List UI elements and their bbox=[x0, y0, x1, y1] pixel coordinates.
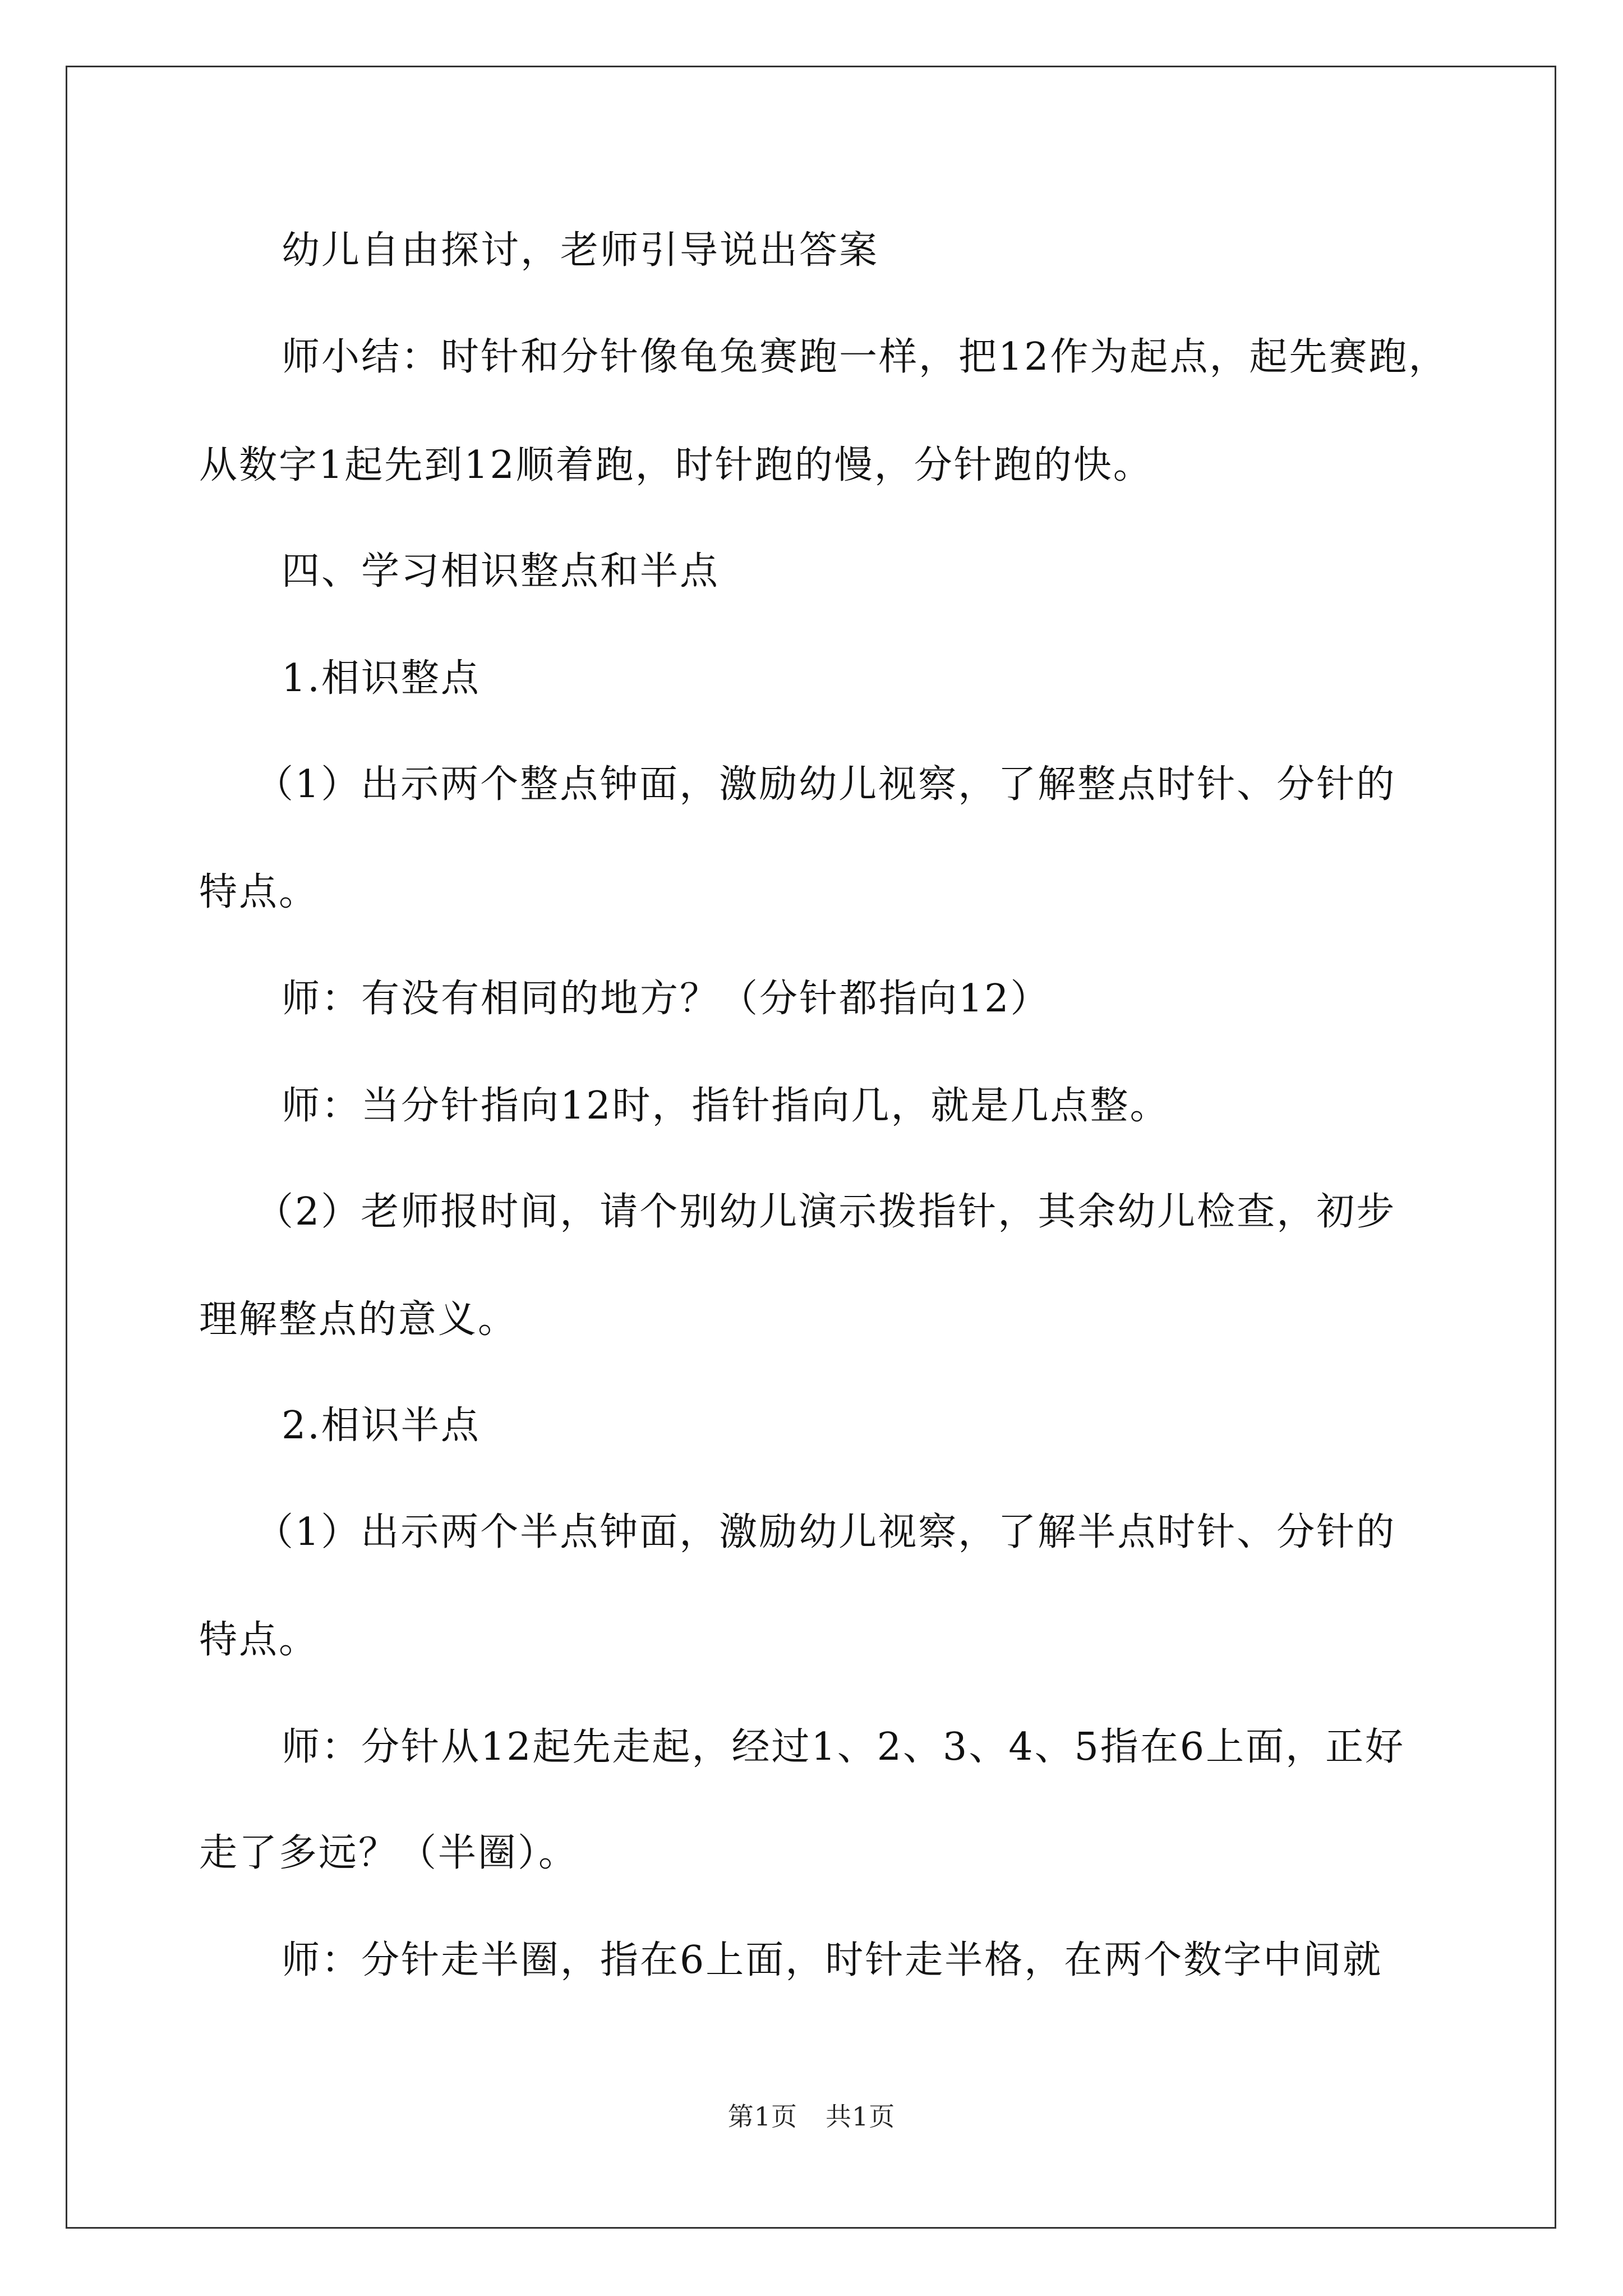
paragraph-line: 走了多远？（半圈）。 bbox=[199, 1831, 579, 1875]
paragraph-line: 师：有没有相同的地方？（分针都指向12） bbox=[282, 977, 1050, 1021]
section-heading: 四、学习相识整点和半点 bbox=[282, 549, 720, 593]
paragraph-line: 师：当分针指向12时，指针指向几，就是几点整。 bbox=[282, 1084, 1170, 1128]
paragraph-line: （1）出示两个半点钟面，激励幼儿视察，了解半点时针、分针的 bbox=[255, 1510, 1396, 1554]
paragraph-line: 师小结：时针和分针像龟兔赛跑一样，把12作为起点，起先赛跑， bbox=[282, 335, 1449, 379]
paragraph-line: 幼儿自由探讨，老师引导说出答案 bbox=[282, 228, 879, 273]
paragraph-line: （2）老师报时间，请个别幼儿演示拨指针，其余幼儿检查，初步 bbox=[255, 1190, 1396, 1234]
page-footer bbox=[0, 2100, 1623, 2133]
paragraph-line: 特点。 bbox=[199, 1618, 319, 1662]
page-number: 第1页 bbox=[727, 2101, 797, 2132]
paragraph-line: 师：分针走半圈，指在6上面，时针走半格，在两个数字中间就 bbox=[282, 1938, 1383, 1982]
paragraph-line: 特点。 bbox=[199, 870, 319, 914]
paragraph-line: 从数字1起先到12顺着跑，时针跑的慢，分针跑的快。 bbox=[199, 443, 1153, 487]
subsection-heading: 2.相识半点 bbox=[282, 1404, 481, 1448]
paragraph-line: 理解整点的意义。 bbox=[199, 1297, 518, 1342]
page-total: 共1页 bbox=[826, 2101, 896, 2132]
subsection-heading: 1.相识整点 bbox=[282, 656, 481, 701]
paragraph-line: （1）出示两个整点钟面，激励幼儿视察，了解整点时针、分针的 bbox=[255, 762, 1396, 807]
paragraph-line: 师：分针从12起先走起，经过1、2、3、4、5指在6上面，正好 bbox=[282, 1725, 1405, 1769]
page-frame bbox=[66, 66, 1556, 2229]
